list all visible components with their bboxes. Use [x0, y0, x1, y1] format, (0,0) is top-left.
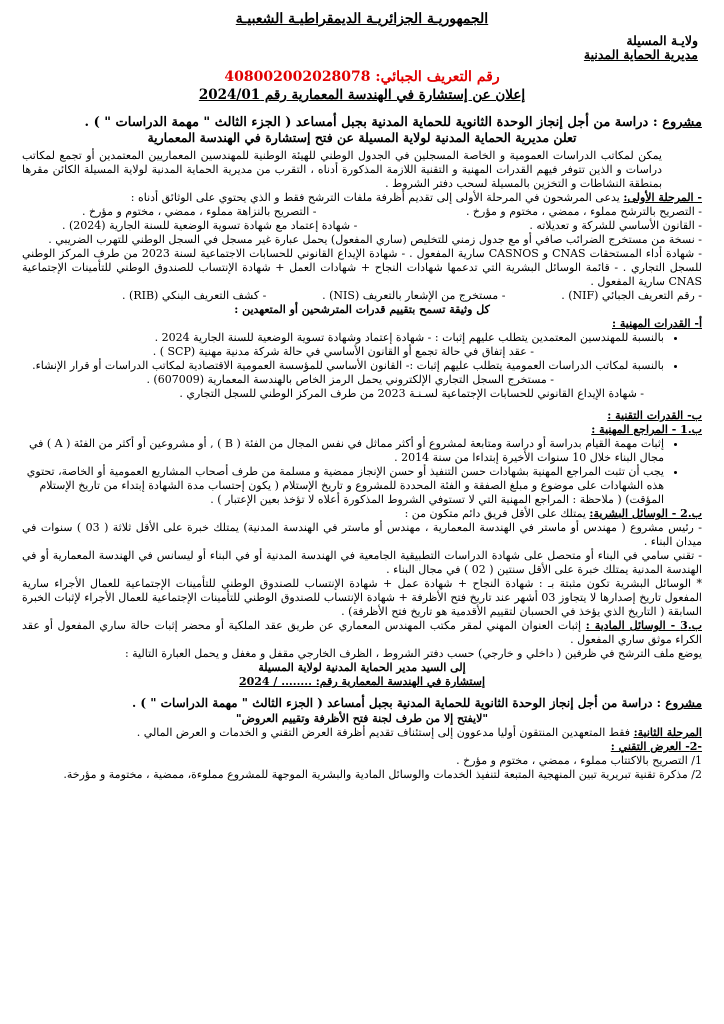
envelope-consult: إستشارة في الهندسة المعمارية رقم: ........ / 2024	[238, 675, 486, 688]
phase1-doc3: - القانون الأساسي للشركة و تعديلاته .	[529, 219, 702, 232]
list-item-subtext: - شهادة الإيداع القانوني للحسابات الإجتماعية لسـنـة 2023 من طرف المركز الوطني للسجل التجاري .	[179, 387, 644, 400]
phase1-doc1: - التصريح بالترشح مملوء ، ممضي ، مختوم و مؤرخ .	[465, 205, 702, 218]
phase2-heading	[22, 726, 702, 740]
professional-capacities-title: أ- القدرات المهنية :	[611, 317, 702, 330]
phase1-doc7: - رقم التعريف الجبائي (NIF) .	[561, 289, 702, 302]
envelope-intro: يوضع ملف الترشح في ظرفين ( داخلي و خارجي) حسب دفتر الشروط ، الظرف الخارجي مقفل و مغفل و يحمل العبارة التالية :	[124, 647, 702, 660]
technical-offer-title: -2- العرض التقني :	[610, 740, 702, 753]
tax-id-value: 408002002028078	[224, 69, 371, 85]
list-item	[22, 331, 664, 359]
announcement-title: إعلان عن إستشارة في الهندسة المعمارية رقم 2024/01	[198, 87, 526, 103]
human-resources-item2: - تقني سامي في البناء أو متحصل على شهادة الدراسات التطبيقية الجامعية في الهندسة المدنية أو في البناء أو ليسانس في الهندسة المعمارية أو في الهندسة المدنية يمتلك خبرة على الأقل سنتين ( 02 ) في مجال البناء .	[22, 549, 702, 576]
list-item	[22, 359, 664, 401]
material-resources-text: إثبات العنوان المهني لمقر مكتب المهندس المعماري عن طريق عقد الملكية أو محضر إثبات حالة ساري المفعول أو عقد الكراء موثق ساري المفعول .	[22, 619, 702, 646]
phase1-doc9: - كشف التعريف البنكي (RIB) .	[122, 289, 267, 302]
list-item-text: بالنسبة للمهندسين المعتمدين يتطلب عليهم إثبات : - شهادة إعتماد وشهادة تسوية الوضعية للسنة الجارية 2024 .	[154, 331, 664, 344]
professional-capacities-list	[22, 331, 702, 401]
phase1-label: - المرحلة الأولى:	[623, 191, 702, 204]
technical-offer-item2: 2/ مذكرة تقنية تبريرية تبين المنهجية المتبعة لتنفيذ الخدمات والوسائل المادية والبشرية الموجهة للمشروع مملوءة، ممضية ، مختومة و مؤرخة.	[63, 768, 702, 781]
republic-heading: الجمهوريـة الجزائريـة الديمقراطيـة الشعبيـة	[235, 11, 489, 27]
human-resources-text: يمتلك على الأقل فريق دائم متكون من :	[404, 507, 590, 520]
project-line	[22, 114, 702, 131]
intro-paragraph: يمكن لمكاتب الدراسات العمومية و الخاصة المسجلين في الجدول الوطني للهيئة الوطنية للمهندسين المعماريين المعتمدين أو تجمع لمكاتب دراسات و الذين تتوفر فيهم القدرات المهنية و التقنية اللازمة المذكورة أدناه ، التقرب من مديرية الحماية المدنية لولاية المسيلة الكائن مقرها بمنطقة النشاطات و التخزين بالمسيلة لسحب دفتر الشروط .	[22, 149, 662, 190]
phase1-doc8: - مستخرج من الإشعار بالتعريف (NIS) .	[322, 289, 506, 302]
technical-offer-item1: 1/ التصريح بالاكتتاب مملوء ، ممضي ، مختوم و مؤرخ .	[456, 754, 702, 767]
phase1-docs-row1	[22, 205, 702, 219]
phase1-doc4: - شهادة إعتماد مع شهادة تسوية الوضعية للسنة الجارية (2024) .	[62, 219, 358, 232]
envelope-to: إلى السيد مدير الحماية المدنية لولاية المسيلة	[258, 661, 466, 674]
phase1-text: يدعى المرشحون في المرحلة الأولى إلى تقديم أظرفة ملفات الترشح فقط و الذي يحتوي على الوثائق أدناه :	[130, 191, 624, 204]
evaluation-title: كل وثيقة تسمح بتقييم قدرات المترشحين أو المتعهدين :	[234, 303, 490, 316]
professional-references-title: ب.1 - المراجع المهنية :	[591, 423, 702, 436]
envelope-project-line	[22, 695, 702, 712]
document-page	[22, 8, 702, 1020]
tax-id	[22, 70, 702, 84]
project-subtitle: تعلن مديرية الحماية المدنية لولاية المسيلة عن فتح إستشارة في الهندسة المعمارية	[147, 130, 577, 145]
phase1-doc2: - التصريح بالنزاهة مملوء ، ممضي ، مختوم و مؤرخ .	[82, 205, 317, 218]
phase1-heading	[22, 191, 702, 205]
human-resources-label: ب.2 - الوسائل البشرية:	[589, 507, 702, 520]
list-item-subtext: - مستخرج السجل التجاري الإلكتروني يحمل الرمز الخاص بالهندسة المعمارية (607009) .	[146, 373, 554, 386]
direction-name: مديرية الحماية المدنية	[583, 47, 698, 62]
list-item-text: بالنسبة لمكاتب الدراسات العمومية يتطلب عليهم إثبات :- القانون الأساسي للمؤسسة العمومية الاقتصادية لمكاتب الدراسات أو قرار الإنشاء.	[32, 359, 664, 372]
project-text: : دراسة من أجل إنجاز الوحدة الثانوية للحماية المدنية بجبل أمساعد ( الجزء الثالث " مهمة الدراسات " ) .	[84, 115, 658, 130]
list-item: • يجب أن تثبت المراجع المهنية بشهادات حسن التنفيذ أو حسن الإنجاز ممضية و مسلمة من طرف أصحاب المشاريع العمومية أو الخاصة، تحتوي هذه الشهادات على موضوع و مبلغ الصفقة و الفئة المحددة للمشروع و تاريخ الإستلام ( يكون إحتساب مدة الشهادة إبتداء من تاريخ الإستلام المؤقت) ( ملاحظة : المراجع المهنية التي لا تستوفي الشروط المذكورة أعلاه لا تؤخذ بعين الإعتبار ) .	[22, 465, 664, 507]
technical-capacities-title: ب- القدرات التقنية :	[607, 409, 702, 422]
phase1-docs-row2	[22, 219, 702, 233]
human-resources-item3: * الوسائل البشرية تكون مثبتة بـ : شهادة النجاح + شهادة عمل + شهادة الإنتساب للصندوق الوطني للتأمينات الإجتماعية للعمال الأجراء سارية المفعول تاريخ إصدارها لا يتجاوز 03 أشهر عند تاريخ فتح الأظرفة + شهادة الإنتساب للصندوق الوطني للتأمينات الإجتماعية للعمال الأجراء لإثبات الخبرة السابقة ( التاريخ الذي يؤخذ في الحسبان لتقييم الأقدمية هو تاريخ فتح الأظرفة) .	[22, 577, 702, 618]
phase2-label: المرحلة الثانية:	[633, 726, 702, 739]
phase2-text: فقط المتعهدين المنتقون أوليا مدعوون إلى إستئناف تقديم أظرفة العرض التقني و الخدمات و العرض المالي .	[136, 726, 634, 739]
tax-id-label: رقم التعريف الجبائي:	[375, 69, 500, 85]
material-resources-label: ب.3 - الوسائل المادية :	[585, 619, 702, 632]
project-label: مشروع	[662, 115, 702, 130]
professional-references-list	[22, 437, 702, 507]
envelope-project-text: : دراسة من أجل إنجاز الوحدة الثانوية للحماية المدنية بجبل أمساعد ( الجزء الثالث " مهمة الدراسات " ) .	[132, 696, 662, 710]
phase1-docs-row3	[22, 289, 702, 303]
phase1-doc5: - نسخة من مستخرج الضرائب صافي أو مع جدول زمني للتخليص (ساري المفعول) يحمل عبارة غير مسجل في السجل الوطني للتهرب الضريبي .	[48, 233, 702, 246]
wilaya-name: ولايـة المسيلة	[626, 33, 698, 48]
phase1-doc6: - شهادة أداء المستحقات CNAS و CASNOS سارية المفعول . - شهادة الإيداع القانوني للحسابات الاجتماعية لسنة 2023 من طرف المركز الوطني للسجل التجاري . - قائمة الوسائل البشرية التي تدعمها شهادات النجاح + شهادات العمل + شهادة الإنتساب للصندوق الوطني للتأمينات الإجتماعية CNAS سارية المفعول .	[22, 247, 702, 288]
envelope-notice: "لايفتح إلا من طرف لجنة فتح الأظرفة وتقييم العروض"	[235, 712, 489, 725]
list-item-subtext: - عقد إتفاق في حالة تجمع أو القانون الأساسي في حالة شركة مدنية مهنية (SCP ) .	[152, 345, 534, 358]
list-item: • إثبات مهمة القيام بدراسة أو دراسة ومتابعة لمشروع أو أكثر مماثل في نفس المجال من الفئة ( B ) , أو مشروعين أو أكثر من الفئة ( A ) في مجال البناء خلال 10 سنوات الأخيرة إبتداءا من سنة 2014 .	[22, 437, 664, 465]
human-resources-item1: - رئيس مشروع ( مهندس أو ماستر في الهندسة المعمارية ، مهندس أو ماستر في الهندسة المدنية) يمتلك خبرة على الأقل ثلاثة ( 03 ) سنوات في ميدان البناء .	[22, 521, 702, 548]
envelope-project-label: مشروع	[665, 696, 702, 710]
human-resources-heading	[22, 507, 702, 521]
material-resources	[22, 619, 702, 647]
